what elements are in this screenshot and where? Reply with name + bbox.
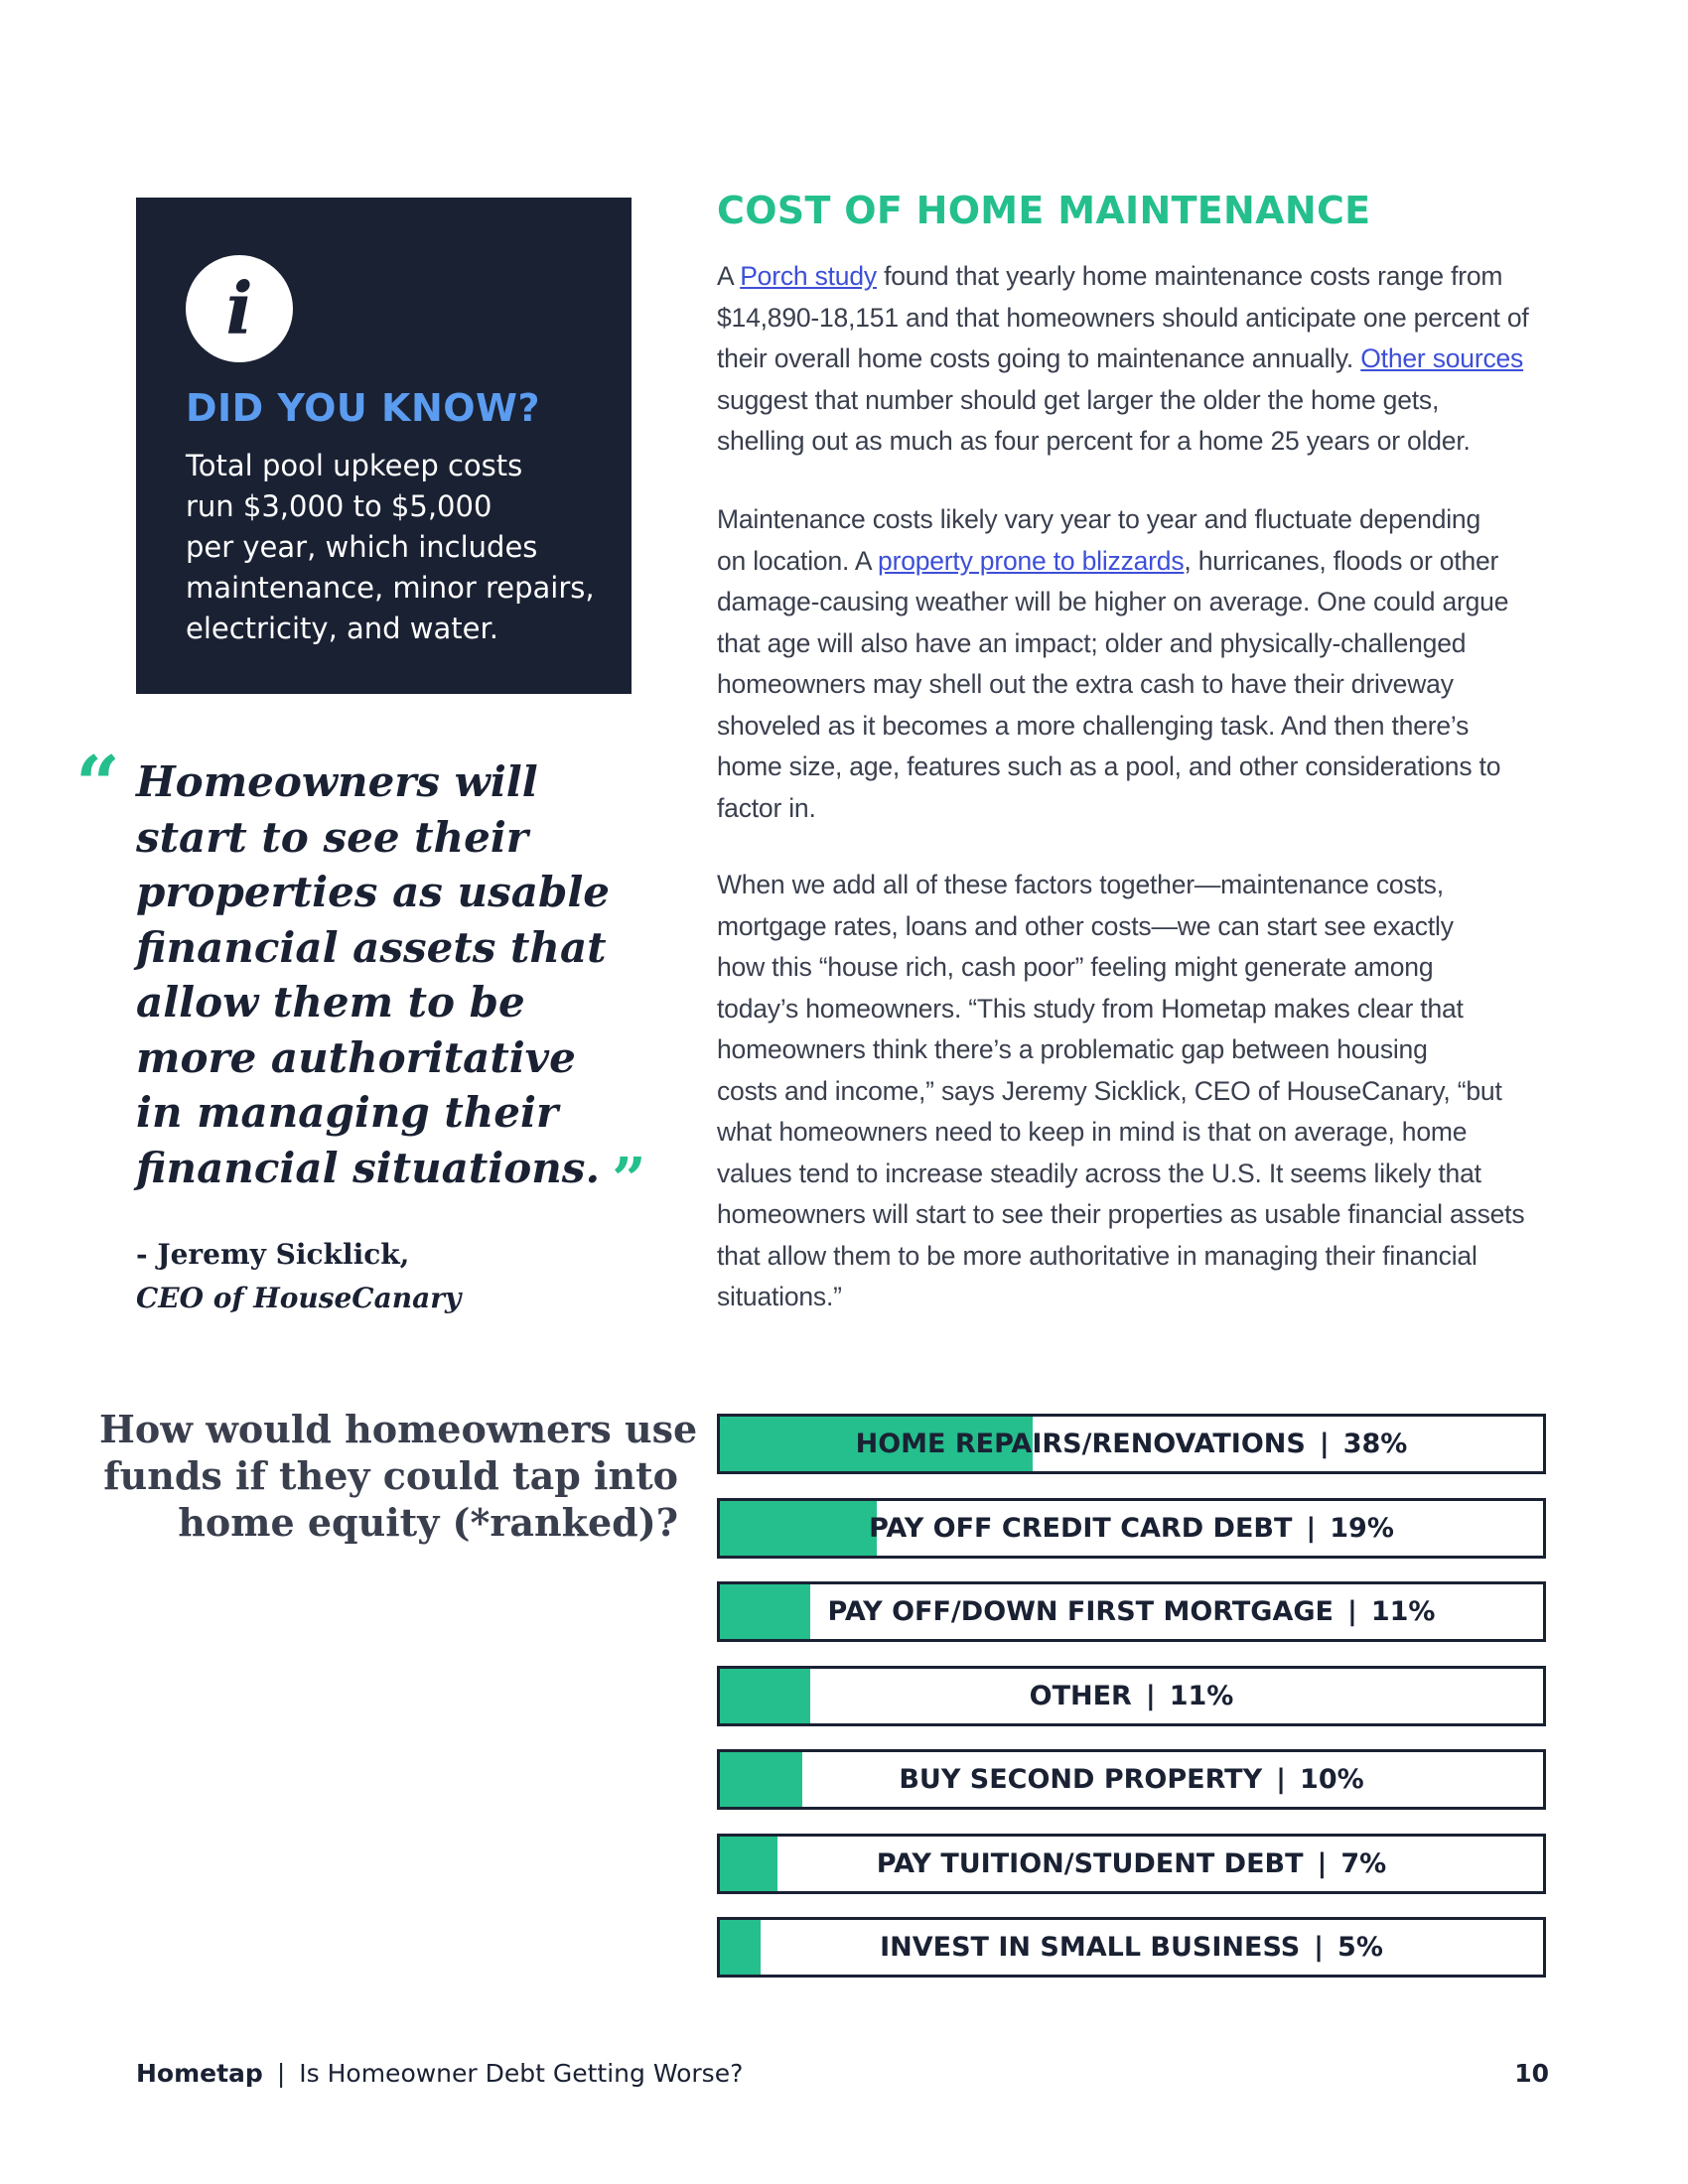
chart-bar [717,1749,1546,1810]
text-run: their overall home costs going to maintenance annually. [717,343,1361,373]
footer [136,2059,743,2088]
text-run: on location. A [717,545,879,576]
footer-title: Is Homeowner Debt Getting Worse? [299,2059,744,2088]
pull-quote [136,754,652,1215]
quote-attribution [136,1233,461,1320]
chart-bar-label [720,1417,1543,1471]
chart-value-label: 38% [1342,1429,1408,1459]
footer-brand: Hometap [136,2059,263,2088]
chart-value-label: 11% [1370,1596,1436,1627]
did-you-know-line: per year, which includes [186,530,538,564]
chart-bar [717,1581,1546,1642]
chart-category-label: OTHER [1029,1680,1132,1711]
chart-bar [717,1414,1546,1474]
pull-quote-line: Homeowners will [136,757,538,806]
chart-value-label: 7% [1340,1847,1387,1879]
pull-quote-line: allow them to be [136,978,525,1026]
article-paragraph [717,256,1551,463]
chart-category-label: PAY OFF CREDIT CARD DEBT [869,1512,1293,1544]
did-you-know-line: electricity, and water. [186,612,498,645]
chart-bar [717,1834,1546,1894]
page-number: 10 [1514,2059,1549,2088]
text-line: suggest that number should get larger the older the home gets, [717,384,1440,415]
text-run: found that yearly home maintenance costs range from [876,261,1503,291]
blizzards-link[interactable]: property prone to blizzards [878,545,1185,576]
pull-quote-line: more authoritative [136,1032,576,1082]
chart-label-separator: | [1317,1847,1328,1879]
text-line: $14,890-18,151 and that homeowners should anticipate one percent of [717,302,1529,333]
info-glyph: i [225,266,253,350]
chart-bar [717,1917,1546,1978]
chart-category-label: PAY OFF/DOWN FIRST MORTGAGE [827,1596,1334,1627]
chart-title-line: home equity (*ranked)? [178,1500,678,1545]
chart-label-separator: | [1306,1512,1317,1544]
chart-bar-label [720,1920,1543,1975]
pull-quote-line: start to see their [136,812,528,862]
text-line: homeowners will start to see their properties as usable financial assets [717,1199,1525,1229]
article-paragraph [717,499,1551,829]
pull-quote-last-text: financial situations. [136,1143,601,1192]
attribution-role: CEO of HouseCanary [136,1282,462,1314]
info-icon [186,255,293,362]
did-you-know-line: maintenance, minor repairs, [186,571,595,605]
chart-bar-label [720,1752,1543,1807]
text-line: homeowners may shell out the extra cash to have their driveway [717,669,1454,699]
section-heading: COST OF HOME MAINTENANCE [717,189,1371,232]
open-quote-icon: “ [75,740,120,830]
chart-label-separator: | [1145,1680,1156,1711]
chart-value-label: 10% [1300,1764,1364,1795]
text-line: that age will also have an impact; older and physically-challenged [717,627,1467,658]
text-line: costs and income,” says Jeremy Sicklick, CEO of HouseCanary, “but [717,1075,1502,1106]
chart-value-label: 19% [1330,1512,1394,1544]
text-line: how this “house rich, cash poor” feeling might generate among [717,952,1434,982]
close-quote-icon: ” [612,1145,646,1215]
chart-bar [717,1498,1546,1559]
did-you-know-line: run $3,000 to $5,000 [186,489,492,523]
chart-label-separator: | [1346,1596,1357,1627]
porch-study-link[interactable]: Porch study [740,261,877,291]
text-line: Maintenance costs likely vary year to year and fluctuate depending [717,504,1481,534]
chart-label-separator: | [1319,1429,1330,1459]
chart-title-line: funds if they could tap into [103,1453,678,1498]
text-line [717,256,1551,298]
chart-bar-label [720,1501,1543,1556]
pull-quote-line: financial assets that [136,922,607,972]
chart-category-label: HOME REPAIRS/RENOVATIONS [855,1429,1306,1459]
text-line: what homeowners need to keep in mind is that on average, home [717,1117,1468,1147]
text-run: , hurricanes, floods or other [1184,545,1499,576]
chart-title [99,1406,698,1546]
did-you-know-box [136,198,632,694]
chart-value-label: 5% [1337,1932,1383,1963]
pull-quote-line: properties as usable [136,868,610,916]
text-line: mortgage rates, loans and other costs—we can start see exactly [717,910,1454,941]
text-line: damage-causing weather will be higher on average. One could argue [717,587,1509,616]
chart-category-label: PAY TUITION/STUDENT DEBT [876,1847,1304,1879]
chart-category-label: BUY SECOND PROPERTY [899,1764,1263,1795]
chart-bar-label [720,1837,1543,1891]
did-you-know-text [186,446,603,649]
did-you-know-line: Total pool upkeep costs [186,449,523,482]
text-line: factor in. [717,792,816,823]
text-line: situations.” [717,1282,842,1311]
text-line: shoveled as it becomes a more challenging task. And then there’s [717,710,1470,741]
text-line: home size, age, features such as a pool, and other considerations to [717,751,1501,781]
text-line: homeowners think there’s a problematic gap between housing [717,1034,1428,1064]
chart-value-label: 11% [1169,1680,1234,1711]
chart-label-separator: | [1314,1932,1325,1963]
pull-quote-line: in managing their [136,1088,559,1137]
chart-bar-label [720,1669,1543,1723]
text-line: shelling out as much as four percent for a home 25 years or older. [717,426,1471,456]
text-line [717,339,1551,380]
text-line [717,541,1551,583]
chart-bar-label [720,1584,1543,1639]
text-line: values tend to increase steadily across the U.S. It seems likely that [717,1158,1481,1188]
chart-label-separator: | [1276,1764,1287,1795]
pull-quote-line [136,1141,652,1215]
text-line: today’s homeowners. “This study from Hometap makes clear that [717,993,1464,1024]
text-line: When we add all of these factors together—maintenance costs, [717,870,1444,899]
attribution-name: - Jeremy Sicklick, [136,1238,410,1271]
footer-divider: | [276,2059,286,2088]
other-sources-link[interactable]: Other sources [1360,343,1524,373]
chart-bar [717,1666,1546,1726]
text-run: A [717,261,741,291]
did-you-know-heading: DID YOU KNOW? [186,386,541,430]
chart-category-label: INVEST IN SMALL BUSINESS [880,1932,1301,1963]
text-line: that allow them to be more authoritative in managing their financial [717,1240,1477,1271]
chart-title-line: How would homeowners use [99,1407,698,1451]
article-paragraph [717,865,1551,1318]
